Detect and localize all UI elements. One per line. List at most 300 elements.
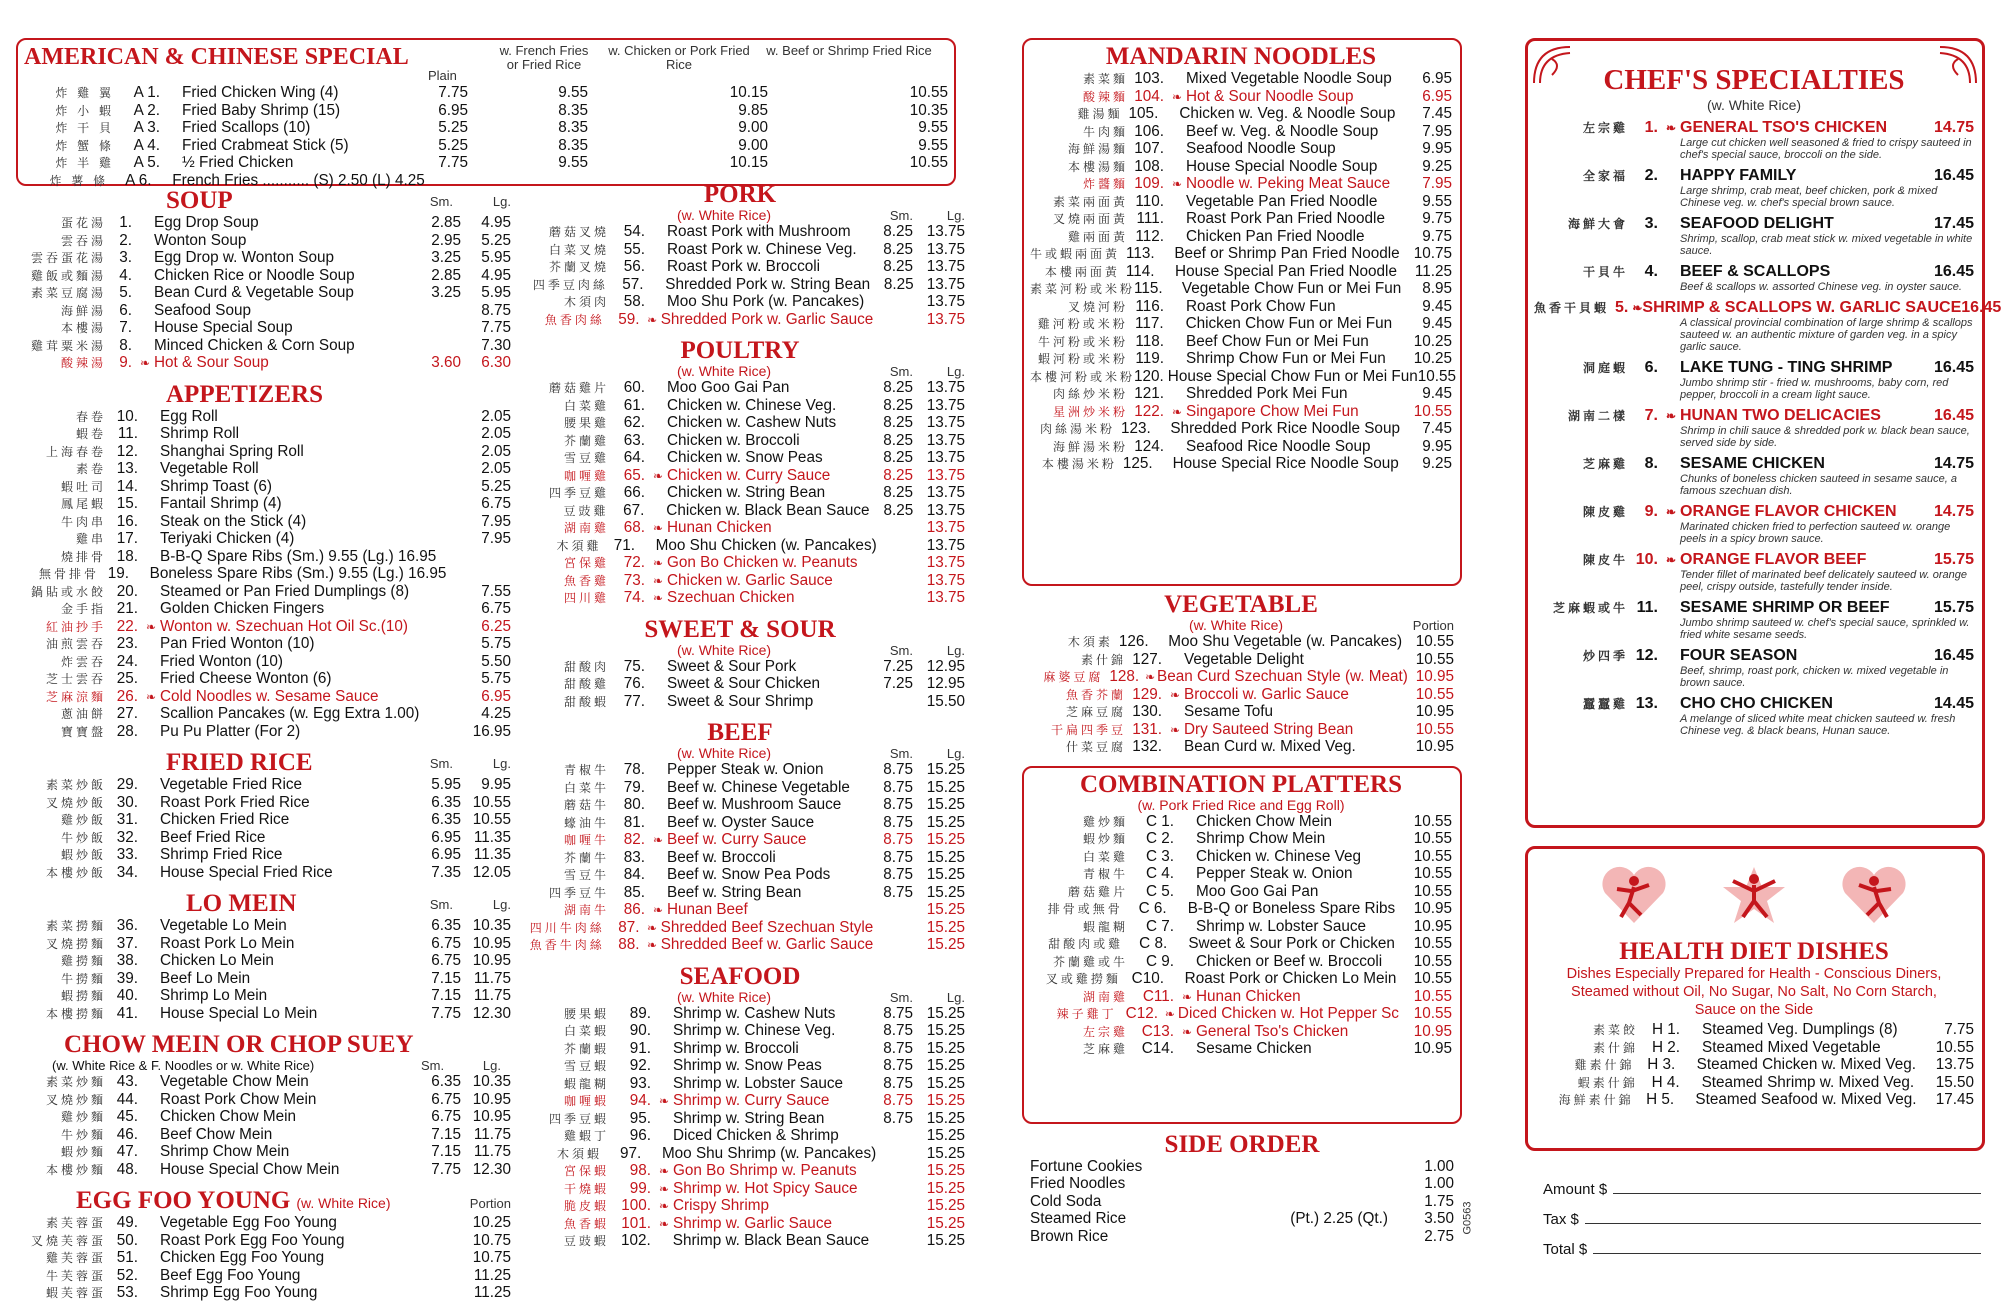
chef-special-item[interactable] [1534,263,1974,293]
menu-item-row[interactable] [16,354,511,372]
item-number: 84. [623,866,645,883]
item-name: Beef w. Oyster Sauce [667,813,815,831]
item-number: 125. [1122,455,1153,472]
menu-item-row[interactable] [16,337,511,355]
menu-item-row[interactable] [16,653,511,671]
menu-item-row[interactable] [16,284,511,302]
menu-item-row[interactable] [16,829,511,847]
item-price: 10.55 [1413,402,1452,420]
menu-item-row[interactable] [16,670,511,688]
item-number: 10. [1635,551,1658,568]
menu-item-row[interactable] [515,1040,965,1058]
menu-item-row[interactable] [16,583,511,601]
menu-item-row[interactable] [16,267,511,285]
menu-item-row[interactable] [515,936,965,954]
item-number: 5. [119,284,132,301]
total-field[interactable] [1593,1253,1981,1254]
item-name: Beef w. Mushroom Sauce [667,796,842,813]
chef-special-item[interactable] [1534,359,1974,401]
item-number: 25. [116,670,138,687]
menu-item-row[interactable] [1534,1074,1974,1092]
item-name: Egg Drop Soup [154,214,259,231]
menu-item-row[interactable] [16,513,511,531]
item-name: Egg Roll [160,407,218,425]
menu-item-row[interactable] [515,1005,965,1023]
item-number: 116. [1135,297,1164,315]
menu-item-row[interactable] [515,572,965,590]
menu-item-row[interactable] [1030,158,1452,176]
menu-item-row[interactable] [16,776,511,794]
item-price: 15.25 [926,1127,965,1144]
item-name: Shrimp w. Black Bean Sauce [672,1232,870,1249]
menu-item-row[interactable] [16,864,511,882]
menu-item-row[interactable] [515,1197,965,1215]
chinese-name: 蝦炒麵 [60,1145,106,1159]
item-number: 115. [1134,280,1163,297]
menu-item-row[interactable] [1030,970,1452,988]
menu-item-row[interactable] [16,1249,511,1267]
item-name: Steak on the Stick (4) [160,512,307,530]
menu-item-row[interactable] [1030,883,1452,901]
menu-item-row[interactable] [16,565,511,583]
item-price: 10.25 [1413,350,1452,367]
menu-item-row[interactable] [16,460,511,478]
hot-spicy-icon: ❧ [145,689,157,704]
menu-item-row[interactable] [16,970,511,988]
chinese-name: 牛撈麵 [60,971,106,986]
item-price: 10.55 [1413,812,1452,830]
menu-item-row[interactable] [515,502,965,520]
menu-item-row[interactable] [1028,686,1454,704]
item-number: 94. [629,1092,651,1109]
chinese-name: 宮保雞 [563,556,609,570]
item-description: A classical provincial combination of large shrimp & scallops sauteed w. an authentic mixture of garden veg. in a spicy garlic sauce. [1680,317,1973,353]
menu-item-row[interactable] [1030,263,1452,281]
menu-item-row[interactable] [515,884,965,902]
menu-item-row[interactable] [24,154,948,172]
menu-item-row[interactable] [515,1162,965,1180]
item-name: House Special Soup [154,319,293,336]
chef-sub: (w. White Rice) [1706,97,1802,113]
hot-spicy-icon: ❧ [139,356,151,370]
menu-item-row[interactable] [16,214,511,232]
hot-spicy-icon: ❧ [647,938,658,952]
menu-item-row[interactable] [515,397,965,415]
chinese-name: 湖南雞 [563,521,609,535]
item-price: 6.95 [438,101,468,119]
menu-item-row[interactable] [1030,813,1452,831]
item-name: Crispy Shrimp [673,1197,770,1214]
item-number: A 1. [133,84,160,101]
tax-field[interactable] [1585,1223,1981,1224]
item-price: 9.55 [558,154,588,171]
menu-item-row[interactable] [1030,1005,1452,1023]
menu-item-row[interactable] [16,319,511,337]
chinese-name: 四季豆雞 [548,486,609,500]
menu-item-row[interactable] [16,302,511,320]
menu-item-row[interactable] [16,1126,511,1144]
chow-mein-h2: Lg. [482,1058,501,1073]
item-number: 67. [623,501,645,519]
menu-item-row[interactable] [1030,140,1452,158]
menu-item-row[interactable] [1534,1021,1974,1039]
item-number: A 2. [133,101,160,119]
item-name: Steamed Shrimp w. Mixed Veg. [1701,1073,1915,1091]
menu-item-row[interactable] [16,1091,511,1109]
menu-item-row[interactable] [515,484,965,502]
item-name: Shredded Pork w. String Bean [665,275,871,293]
chef-special-item[interactable] [1534,455,1974,497]
item-name: Chicken Pan Fried Noodle [1186,227,1365,245]
menu-item-row[interactable] [16,1108,511,1126]
mandarin-title: MANDARIN NOODLES [1105,43,1377,70]
chinese-name: 芥蘭蝦 [563,1041,609,1056]
menu-item-row[interactable] [1030,385,1452,403]
menu-item-row[interactable] [1030,298,1452,316]
item-price: 15.25 [926,1162,965,1179]
item-price: 7.55 [481,582,511,600]
side-order-row[interactable] [1030,1228,1454,1246]
menu-item-row[interactable] [1030,175,1452,193]
hot-spicy-icon: ❧ [652,591,664,605]
menu-item-row[interactable] [515,379,965,397]
menu-item-row[interactable] [515,675,965,693]
menu-item-row[interactable] [16,811,511,829]
item-number: 98. [629,1162,651,1179]
menu-item-row[interactable] [515,554,965,572]
menu-item-row[interactable] [16,618,511,636]
item-name: Steamed Rice [1030,1210,1127,1227]
menu-item-row[interactable] [515,1075,965,1093]
chinese-name: 四季豆牛 [548,885,609,900]
menu-item-row[interactable] [16,425,511,443]
item-name: Singapore Chow Mei Fun [1186,402,1359,420]
chef-special-header [1534,455,1974,473]
item-name: Sweet & Sour Pork [667,657,797,675]
menu-item-row[interactable] [16,1073,511,1091]
side-order-row[interactable] [1030,1210,1454,1228]
item-number: H 5. [1646,1091,1675,1108]
menu-item-row[interactable] [1030,935,1452,953]
chinese-name: 蝦龍糊 [1082,919,1128,934]
menu-item-row[interactable] [1030,988,1452,1006]
menu-item-row[interactable] [515,1127,965,1145]
menu-item-row[interactable] [16,635,511,653]
menu-item-row[interactable] [1028,721,1454,739]
menu-item-row[interactable] [1030,228,1452,246]
item-price: 9.85 [738,101,768,119]
menu-item-row[interactable] [1030,848,1452,866]
menu-item-row[interactable] [515,537,965,555]
item-description: Large cut chicken well seasoned & fried to crispy sauteed in chef's special sauce, broccoli on the side. [1680,137,1972,161]
menu-item-row[interactable] [515,258,965,276]
menu-item-row[interactable] [16,232,511,250]
item-price: 14.75 [1933,503,1974,520]
item-price: 13.75 [926,501,965,519]
menu-item-row[interactable] [1028,668,1454,686]
menu-item-row[interactable] [1030,280,1452,298]
menu-item-row[interactable] [515,414,965,432]
chinese-name: 蝦卷 [75,427,106,441]
menu-item-row[interactable] [1030,88,1452,106]
menu-item-row[interactable] [1030,333,1452,351]
item-price: 10.15 [729,84,768,101]
menu-item-row[interactable] [16,548,511,566]
menu-item-row[interactable] [515,658,965,676]
item-number: 45. [116,1108,138,1125]
menu-item-row[interactable] [16,935,511,953]
item-price: 6.30 [481,354,511,371]
vegetable-list [1028,633,1454,756]
menu-item-row[interactable] [1028,703,1454,721]
chef-special-item[interactable] [1534,407,1974,449]
menu-item-row[interactable] [1030,367,1457,386]
item-price: 15.50 [926,692,965,710]
menu-item-row[interactable] [515,1180,965,1198]
menu-item-row[interactable] [1030,918,1452,936]
amount-field[interactable] [1613,1193,1981,1194]
menu-item-row[interactable] [515,449,965,467]
item-price: 13.75 [926,310,966,328]
item-price: 9.95 [1422,437,1452,455]
item-name: French Fries ........... (S) 2.50 (L) 4.25 [172,171,425,189]
menu-item-row[interactable] [24,84,948,102]
menu-item-row[interactable] [1030,865,1452,883]
combo-title: COMBINATION PLATTERS [1079,770,1403,798]
chef-special-item[interactable] [1534,551,1974,593]
menu-item-row[interactable] [16,249,511,267]
menu-item-row[interactable] [1534,1091,1974,1109]
health-title: HEALTH DIET DISHES [1619,938,1889,965]
item-price: 15.25 [926,848,965,866]
menu-item-row[interactable] [1028,738,1454,756]
menu-item-row[interactable] [515,241,965,259]
item-name: Chicken Lo Mein [160,952,274,969]
item-name: Mixed Vegetable Noodle Soup [1186,70,1392,87]
item-name: Chicken Chow Mein [160,1108,297,1125]
chinese-name: 叉燒炒飯 [45,795,106,810]
menu-item-row[interactable] [16,408,511,426]
menu-item-row[interactable] [24,137,948,155]
menu-item-row[interactable] [515,519,965,537]
menu-item-row[interactable] [515,1057,965,1075]
menu-item-row[interactable] [515,467,965,485]
menu-item-row[interactable] [1534,1039,1974,1057]
chef-special-item[interactable] [1534,215,1974,257]
menu-item-row[interactable] [515,432,965,450]
item-name: B-B-Q Spare Ribs (Sm.) 9.55 (Lg.) 16.95 [160,547,437,565]
item-price: 2.05 [481,407,511,425]
item-price: 7.15 [431,969,461,987]
side-order-row[interactable] [1030,1193,1454,1211]
menu-item-row[interactable] [16,705,511,723]
seafood-h2: Lg. [946,989,965,1005]
item-number: 55. [623,240,645,258]
menu-item-row[interactable] [16,1214,511,1232]
menu-item-row[interactable] [515,919,965,937]
item-price: 8.25 [883,431,913,449]
menu-item-row[interactable] [515,276,965,294]
menu-item-row[interactable] [16,443,511,461]
item-name: Roast Pork Chow Mein [160,1090,317,1108]
menu-item-row[interactable] [1030,350,1452,368]
menu-item-row[interactable] [16,478,511,496]
menu-item-row[interactable] [1030,123,1452,141]
side-order-row[interactable] [1030,1175,1454,1193]
menu-item-row[interactable] [1030,403,1452,421]
chinese-name: 海鮮素什錦 [1558,1093,1634,1107]
menu-item-row[interactable] [515,831,965,849]
menu-item-row[interactable] [1030,953,1452,971]
chinese-name: 本樓湯 [60,321,106,335]
menu-item-row[interactable] [515,693,965,711]
hot-spicy-icon: ❧ [652,521,664,535]
menu-item-row[interactable] [515,311,965,329]
chef-special-item[interactable] [1534,599,1974,641]
menu-item-row[interactable] [16,495,511,513]
chinese-name: 炸 干 貝 [55,121,114,135]
item-price: 7.25 [883,657,913,675]
item-price: 2.75 [1424,1227,1454,1245]
item-description: Shrimp in chili sauce & shredded pork w. black bean sauce, served side by side. [1680,425,1970,449]
menu-item-row[interactable] [24,119,948,137]
menu-item-row[interactable] [16,1232,511,1250]
menu-item-row[interactable] [515,796,965,814]
american-title: AMERICAN & CHINESE SPECIAL [24,44,409,70]
menu-item-row[interactable] [1030,1040,1452,1058]
menu-item-row[interactable] [1030,438,1452,456]
egg-foo-young-h1: Portion [469,1196,511,1211]
item-price: 9.75 [1422,227,1452,245]
chef-special-item[interactable] [1534,299,2001,353]
item-name: Shrimp w. Chinese Veg. [673,1022,836,1039]
menu-item-row[interactable] [1030,455,1452,473]
menu-item-row[interactable] [515,1110,965,1128]
column-3 [1022,0,1474,1255]
menu-item-row[interactable] [515,1145,965,1163]
menu-item-row[interactable] [515,293,965,311]
menu-item-row[interactable] [16,530,511,548]
item-price: 10.95 [472,1090,511,1108]
menu-item-row[interactable] [515,1022,965,1040]
menu-item-row[interactable] [1030,315,1452,333]
item-price: 1.75 [1424,1192,1454,1210]
menu-item-row[interactable] [1030,210,1452,228]
menu-item-row[interactable] [16,1005,511,1023]
menu-item-row[interactable] [515,866,965,884]
chef-special-item[interactable] [1534,647,1974,689]
chef-special-item[interactable] [1534,167,1974,209]
chef-special-header [1534,695,1974,713]
chinese-name: 鍋貼或水餃 [30,584,106,599]
menu-item-row[interactable] [16,688,511,706]
menu-item-row[interactable] [1030,193,1452,211]
menu-item-row[interactable] [16,1284,511,1302]
menu-item-row[interactable] [1030,245,1452,263]
item-number: 22. [116,617,138,635]
item-price: 8.25 [883,240,913,258]
menu-item-row[interactable] [24,102,948,120]
column-2 [515,182,965,1260]
item-number: 113. [1126,245,1155,262]
seafood-sub: (w. White Rice) [676,988,772,1005]
chinese-name: 雞串 [75,532,106,546]
item-name: Steamed or Pan Fried Dumplings (8) [160,582,410,600]
menu-item-row[interactable] [16,600,511,618]
item-number: 73. [623,571,645,589]
item-name: Chicken Chow Fun or Mei Fun [1185,315,1393,332]
chinese-name: 蠶蠶雞 [1582,697,1628,711]
menu-item-row[interactable] [1030,830,1452,848]
menu-item-row[interactable] [1030,900,1452,918]
menu-item-row[interactable] [1534,1056,1974,1074]
chinese-name: 蘑菇雞片 [548,381,609,395]
item-number: C 3. [1145,847,1174,865]
menu-item-row[interactable] [1028,633,1454,651]
menu-item-row[interactable] [1030,420,1452,438]
menu-item-row[interactable] [1030,1023,1452,1041]
item-name: Dry Sauteed String Bean [1184,720,1354,738]
chinese-name: 左宗雞 [1082,1024,1128,1039]
menu-item-row[interactable] [515,589,965,607]
chef-special-item[interactable] [1534,503,1974,545]
menu-item-row[interactable] [515,779,965,797]
chinese-name: 雞蝦丁 [563,1129,609,1143]
item-number: 57. [622,275,644,293]
item-name: Pan Fried Wonton (10) [160,635,315,652]
item-price: 15.50 [1935,1073,1974,1091]
menu-item-row[interactable] [1030,70,1452,88]
menu-item-row[interactable] [16,723,511,741]
menu-item-row[interactable] [1030,105,1452,123]
chinese-name: 本樓炒麵 [45,1162,106,1177]
menu-item-row[interactable] [515,1232,965,1250]
item-name: CHO CHO CHICKEN [1680,695,1833,712]
menu-item-row[interactable] [515,1092,965,1110]
menu-item-row[interactable] [515,849,965,867]
menu-item-row[interactable] [515,223,965,241]
chef-special-item[interactable] [1534,695,1974,737]
menu-item-row[interactable] [16,1143,511,1161]
chef-special-item[interactable] [1534,119,1974,161]
menu-item-row[interactable] [515,1215,965,1233]
poultry-title: POULTRY [680,337,800,364]
menu-item-row[interactable] [16,917,511,935]
side-order-row[interactable] [1030,1158,1454,1176]
item-price: 10.55 [909,154,948,171]
menu-item-row[interactable] [515,901,965,919]
item-name: Steamed Seafood w. Mixed Veg. [1695,1091,1917,1108]
menu-item-row[interactable] [16,846,511,864]
item-number: 49. [116,1214,138,1231]
item-number: 16. [116,512,138,530]
menu-item-row[interactable] [16,1267,511,1285]
menu-item-row[interactable] [515,761,965,779]
menu-item-row[interactable] [16,1161,511,1179]
menu-item-row[interactable] [515,814,965,832]
menu-item-row[interactable] [16,794,511,812]
american-list [24,84,948,189]
chinese-name: 白菜蝦 [563,1024,609,1038]
vegetable-h1: Portion [1412,618,1454,633]
item-price: 9.55 [558,84,588,101]
item-number: 86. [623,901,645,918]
menu-item-row[interactable] [16,952,511,970]
total-label: Total $ [1543,1241,1588,1258]
menu-item-row[interactable] [16,987,511,1005]
chinese-name: 素菜炒飯 [45,778,106,792]
menu-item-row[interactable] [1028,651,1454,669]
